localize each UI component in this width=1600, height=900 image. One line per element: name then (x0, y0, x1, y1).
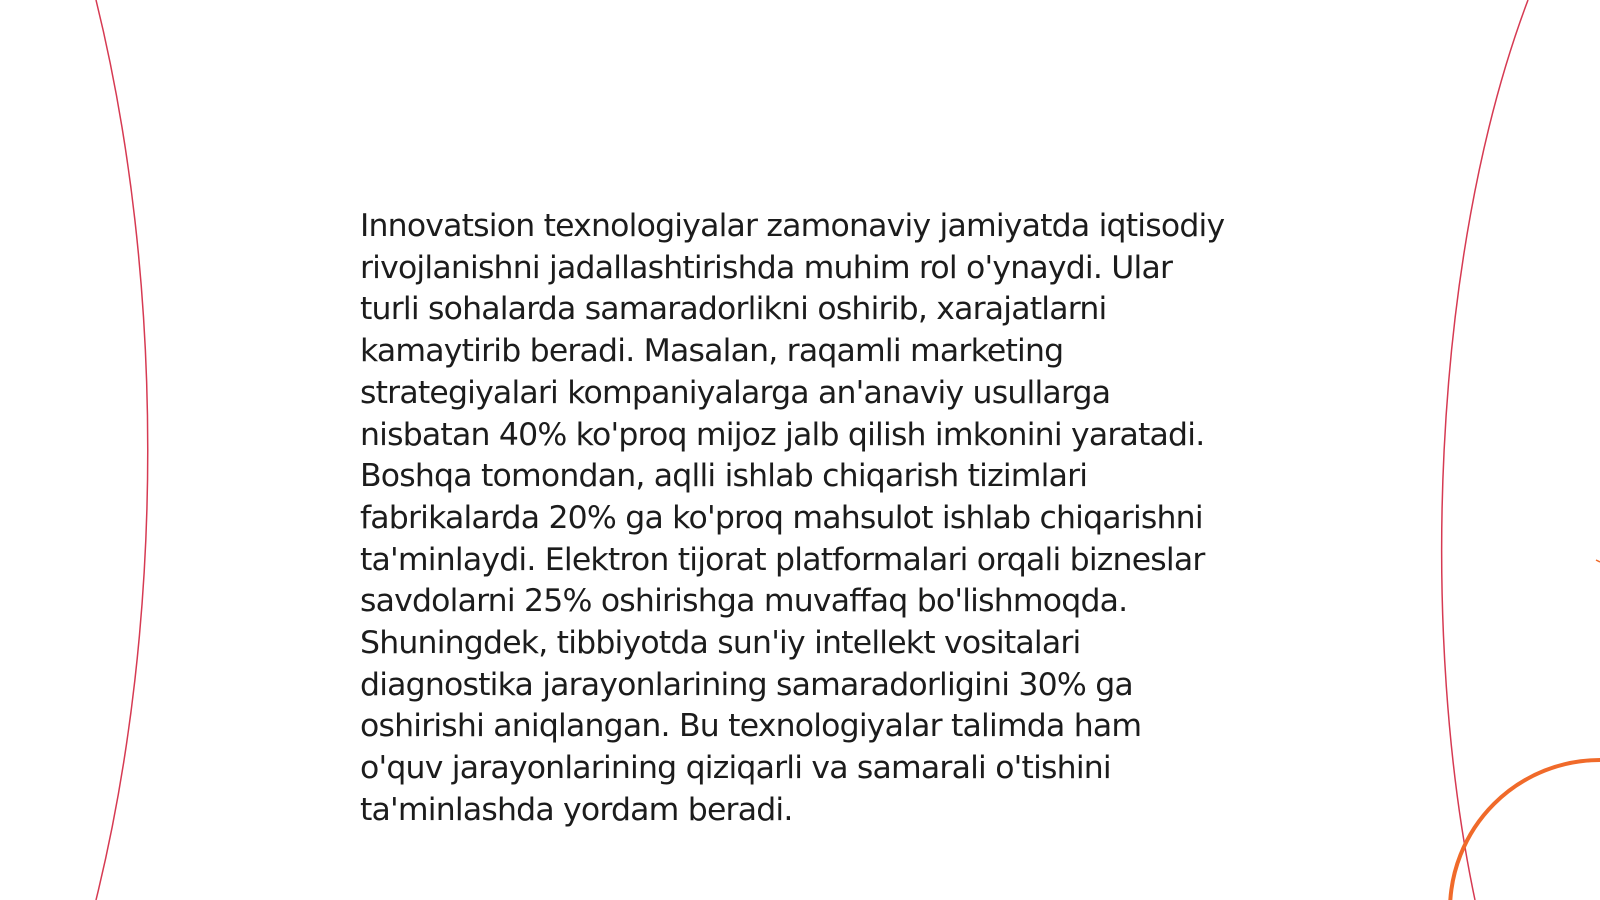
orange-circle-accent (1450, 760, 1600, 900)
left-arc-curve (96, 0, 148, 900)
right-arc-curve (1442, 0, 1528, 900)
body-paragraph: Innovatsion texnologiyalar zamonaviy jamiyatda iqtisodiy rivojlanishni jadallashtirishda muhim rol o'ynaydi. Ular turli sohalarda samaradorlikni oshirib, xarajatlarni kamaytirib beradi. Masalan, raqamli marketing strategiyalari kompaniyalarga an'anaviy usullarga nisbatan 40% ko'proq mijoz jalb qilish imkonini yaratadi. Boshqa tomondan, aqlli ishlab chiqarish tizimlari fabrikalarda 20% ga ko'proq mahsulot ishlab chiqarishni ta'minlaydi. Elektron tijorat platformalari orqali bizneslar savdolarni 25% oshirishga muvaffaq bo'lishmoqda. Shuningdek, tibbiyotda sun'iy intellekt vositalari diagnostika jarayonlarining samaradorligini 30% ga oshirishi aniqlangan. Bu texnologiyalar talimda ham o'quv jarayonlarining qiziqarli va samarali o'tishini ta'minlashda yordam beradi. (360, 208, 1225, 828)
small-tick-mark (1596, 560, 1600, 562)
